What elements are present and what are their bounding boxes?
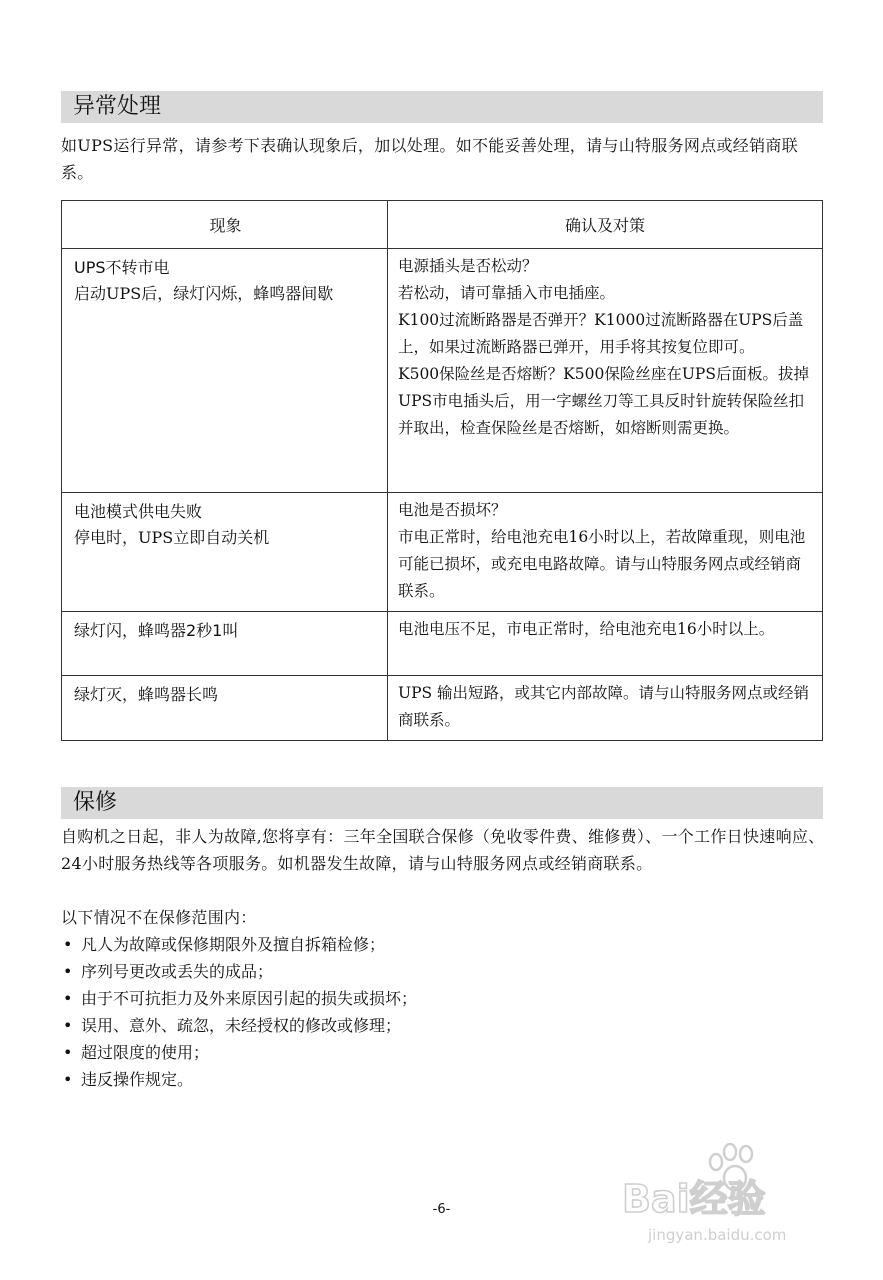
symptom-title: UPS不转市电: [74, 258, 170, 277]
action-line: 若松动，请可靠插入市电插座。: [398, 284, 616, 302]
list-item: [61, 985, 831, 1012]
symptom-title: 绿灯灭，蜂鸣器长鸣: [74, 685, 219, 704]
watermark-brand: Bai经验: [622, 1177, 766, 1221]
action-line: 电池电压不足，市电正常时，给电池充电16小时以上。: [398, 620, 775, 638]
section-title-troubleshooting: 异常处理: [61, 91, 823, 123]
symptom-desc: 停电时，UPS立即自动关机: [74, 528, 270, 547]
page-number: -6-: [432, 1202, 451, 1217]
bullet-icon: •: [63, 1070, 73, 1089]
table-header-row: [62, 201, 823, 249]
exclusion-text: 超过限度的使用；: [81, 1043, 210, 1062]
table-row: [62, 249, 823, 493]
section-title-warranty: 保修: [61, 787, 823, 819]
bullet-icon: •: [63, 1016, 73, 1035]
list-item: [61, 958, 831, 985]
list-item: [61, 1012, 831, 1039]
list-item: [61, 1039, 831, 1066]
table-row: [62, 493, 823, 612]
symptom-desc: 启动UPS后，绿灯闪烁，蜂鸣器间歇: [74, 284, 334, 303]
exclusion-text: 误用、意外、疏忽，未经授权的修改或修理；: [81, 1016, 402, 1035]
exclusion-text: 由于不可抗拒力及外来原因引起的损失或损坏；: [81, 989, 418, 1008]
header-action: 确认及对策: [388, 201, 823, 249]
action-line: K500保险丝是否熔断？K500保险丝座在UPS后面板。拔掉UPS市电插头后，用一字螺丝刀等工具反时针旋转保险丝扣并取出，检查保险丝是否熔断，如熔断则需更换。: [398, 365, 809, 437]
table-row: [62, 612, 823, 676]
symptom-title: 电池模式供电失败: [74, 502, 203, 521]
table-row: [62, 676, 823, 741]
symptom-title: 绿灯闪，蜂鸣器2秒1叫: [74, 621, 239, 640]
warranty-intro: 自购机之日起，非人为故障,您将享有：三年全国联合保修（免收零件费、维修费）、一个工作日快速响应、24小时服务热线等各项服务。如机器发生故障，请与山特服务网点或经销商联系。: [61, 827, 825, 873]
list-item: [61, 1066, 831, 1093]
warranty-exclusion-list: [61, 931, 831, 1093]
action-line: 电源插头是否松动？: [398, 257, 538, 275]
header-symptom: 现象: [62, 201, 388, 249]
watermark-url: jingyan.baidu.com: [648, 1226, 787, 1244]
troubleshooting-intro: 如UPS运行异常，请参考下表确认现象后，加以处理。如不能妥善处理，请与山特服务网点或经销商联系。: [61, 136, 799, 182]
action-line: K100过流断路器是否弹开？K1000过流断路器在UPS后盖上，如果过流断路器已弹开，用手将其按复位即可。: [398, 311, 804, 356]
bullet-icon: •: [63, 935, 73, 954]
list-item: [61, 931, 831, 958]
bullet-icon: •: [63, 962, 73, 981]
bullet-icon: •: [63, 989, 73, 1008]
warranty-exclusion-heading: 以下情况不在保修范围内：: [61, 908, 257, 927]
bullet-icon: •: [63, 1043, 73, 1062]
exclusion-text: 凡人为故障或保修期限外及擅自拆箱检修；: [81, 935, 386, 954]
baidu-watermark-logo: [620, 1140, 840, 1250]
action-line: 电池是否损坏？: [398, 501, 507, 519]
exclusion-text: 违反操作规定。: [81, 1070, 194, 1089]
action-line: UPS 输出短路，或其它内部故障。请与山特服务网点或经销商联系。: [398, 684, 810, 729]
troubleshooting-table: [61, 200, 823, 741]
action-line: 市电正常时，给电池充电16小时以上，若故障重现，则电池可能已损坏，或充电电路故障。请与山特服务网点或经销商联系。: [398, 528, 806, 600]
exclusion-text: 序列号更改或丢失的成品；: [81, 962, 274, 981]
